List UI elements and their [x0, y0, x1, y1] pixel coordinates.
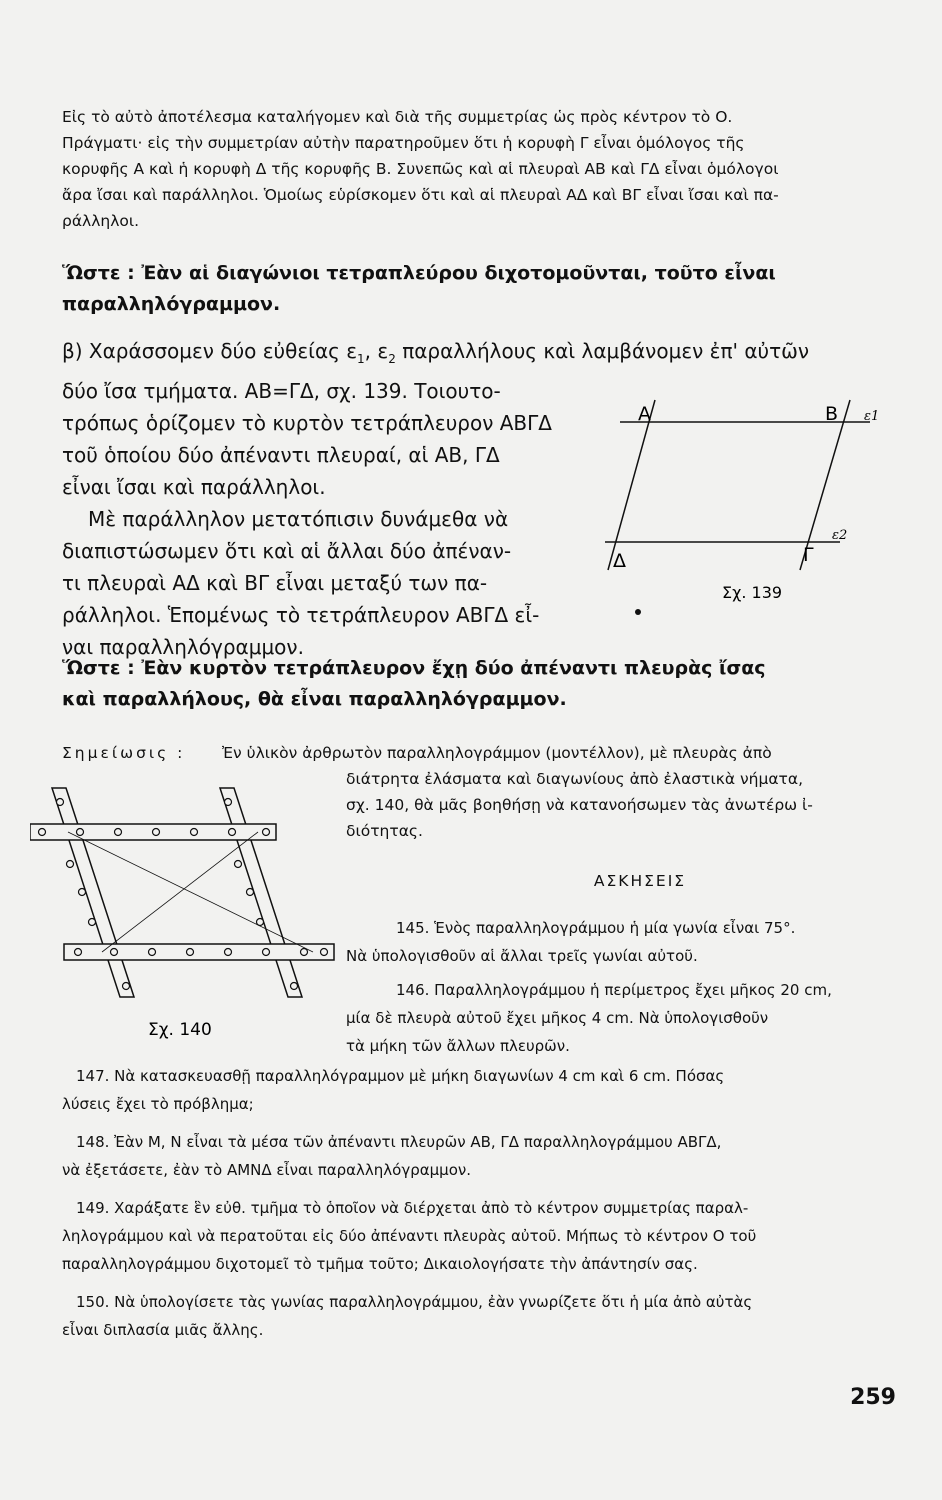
- exercise-148-line-2: νὰ ἐξετάσετε, ἐὰν τὸ ΑΜΝΔ εἶναι παραλληλόγραμμον.: [62, 1161, 472, 1179]
- exercise-145-line-1: 145. Ἑνὸς παραλληλογράμμου ἡ μία γωνία εἶναι 75°.: [396, 919, 796, 937]
- intro-line-3: κορυφῆς Α καὶ ἡ κορυφὴ Δ τῆς κορυφῆς Β. Συνεπῶς καὶ αἱ πλευραὶ ΑΒ καὶ ΓΔ εἶναι ὁμόλογοι: [62, 160, 779, 178]
- strip-right: [220, 788, 302, 997]
- figure-140: [30, 780, 350, 1050]
- exercises-147-150: [62, 1062, 892, 1344]
- strip-bottom: [64, 944, 334, 960]
- exercise-149-line-2: ληλογράμμου καὶ νὰ περατοῦται εἰς δύο ἀπέναντι πλευρὰς αὐτοῦ. Μήπως τὸ κέντρον Ο τοῦ: [62, 1227, 757, 1245]
- exercises-145-146: [346, 914, 896, 1060]
- note: [62, 740, 892, 766]
- exercise-150-line-2: εἶναι διπλασία μιᾶς ἄλλης.: [62, 1321, 264, 1339]
- figure-140-caption: Σχ. 140: [148, 1020, 212, 1040]
- part-b-line-3: τρόπως ὁρίζομεν τὸ κυρτὸν τετράπλευρον ΑΒΓΔ: [62, 411, 552, 435]
- exercise-146-line-2: μία δὲ πλευρὰ αὐτοῦ ἔχει μῆκος 4 cm. Νὰ ὑπολογισθοῦν: [346, 1009, 769, 1027]
- note-label: Σημείωσις :: [62, 744, 186, 762]
- intro-line-1: Εἰς τὸ αὐτὸ ἀποτέλεσμα καταλήγομεν καὶ διὰ τῆς συμμετρίας ὡς πρὸς κέντρον τὸ Ο.: [62, 108, 733, 126]
- dot-mark: [635, 609, 641, 615]
- label-B: Β: [825, 403, 839, 425]
- theorem-2-line-1: Ὥστε : Ἐὰν κυρτὸν τετράπλευρον ἔχῃ δύο ἀπέναντι πλευρὰς ἴσας: [62, 657, 766, 679]
- part-b-line-6: Μὲ παράλληλον μετατόπισιν δυνάμεθα νὰ: [88, 507, 509, 531]
- note-line-3: σχ. 140, θὰ μᾶς βοηθήσῃ νὰ κατανοήσωμεν τὰς ἀνωτέρω ἰ-: [346, 796, 813, 814]
- figure-139-drawing: [600, 395, 890, 625]
- exercise-147-line-2: λύσεις ἔχει τὸ πρόβλημα;: [62, 1095, 254, 1113]
- intro-line-2: Πράγματι· εἰς τὴν συμμετρίαν αὐτὴν παρατηροῦμεν ὅτι ἡ κορυφὴ Γ εἶναι ὁμόλογος τῆς: [62, 134, 745, 152]
- part-b-line-9: ράλληλοι. Ἑπομένως τὸ τετράπλευρον ΑΒΓΔ εἶ-: [62, 603, 540, 627]
- exercise-146-line-1: 146. Παραλληλογράμμου ἡ περίμετρος ἔχει μῆκος 20 cm,: [396, 981, 832, 999]
- part-b-line-2: δύο ἴσα τμήματα. ΑΒ=ΓΔ, σχ. 139. Τοιουτο-: [62, 379, 501, 403]
- exercise-147-line-1: 147. Νὰ κατασκευασθῇ παραλληλόγραμμον μὲ μήκη διαγωνίων 4 cm καὶ 6 cm. Πόσας: [76, 1067, 725, 1085]
- part-b-line-1: β) Χαράσσομεν δύο εὐθείας $\varepsilon_1$, $\varepsilon_2$ παραλλήλους καὶ λαμβάνομεν ἐπ' αὐτῶν: [62, 339, 810, 366]
- exercise-149-line-3: παραλληλογράμμου διχοτομεῖ τὸ τμῆμα τοῦτο; Δικαιολογήσατε τὴν ἀπάντησίν σας.: [62, 1255, 698, 1273]
- label-G: Γ: [803, 544, 814, 566]
- theorem-2: [62, 653, 892, 715]
- note-line-1: Ἐν ὑλικὸν ἀρθρωτὸν παραλληλογράμμον (μοντέλλον), μὲ πλευρὰς ἀπὸ: [222, 744, 772, 762]
- theorem-1-line-1: Ὥστε : Ἐὰν αἱ διαγώνιοι τετραπλεύρου διχοτομοῦνται, τοῦτο εἶναι: [62, 262, 776, 284]
- part-b-line-5: εἶναι ἴσαι καὶ παράλληλοι.: [62, 475, 326, 499]
- label-A: Α: [638, 403, 651, 425]
- intro-line-4: ἄρα ἴσαι καὶ παράλληλοι. Ὁμοίως εὑρίσκομεν ὅτι καὶ αἱ πλευραὶ ΑΔ καὶ ΒΓ εἶναι ἴσαι καὶ πα-: [62, 186, 779, 204]
- note-line-1-row: [62, 740, 892, 766]
- note-line-4: διότητας.: [346, 822, 423, 840]
- part-b-line-7: διαπιστώσωμεν ὅτι καὶ αἱ ἄλλαι δύο ἀπέναν-: [62, 539, 512, 563]
- exercise-148-line-1: 148. Ἐὰν Μ, Ν εἶναι τὰ μέσα τῶν ἀπέναντι πλευρῶν ΑΒ, ΓΔ παραλληλογράμμου ΑΒΓΔ,: [76, 1133, 722, 1151]
- exercise-146-line-3: τὰ μήκη τῶν ἄλλων πλευρῶν.: [346, 1037, 570, 1055]
- figure-139-caption: Σχ. 139: [722, 583, 783, 602]
- diagonal-1: [68, 832, 313, 952]
- exercise-149-line-1: 149. Χαράξατε ἓν εὐθ. τμῆμα τὸ ὁποῖον νὰ διέρχεται ἀπὸ τὸ κέντρον συμμετρίας παραλ-: [76, 1199, 749, 1217]
- page-number: 259: [850, 1385, 896, 1410]
- exercise-145-line-2: Νὰ ὑπολογισθοῦν αἱ ἄλλαι τρεῖς γωνίαι αὐτοῦ.: [346, 947, 698, 965]
- part-b-line-8: τι πλευραὶ ΑΔ καὶ ΒΓ εἶναι μεταξύ των πα-: [62, 571, 488, 595]
- intro-paragraph: [62, 104, 892, 234]
- strip-left: [52, 788, 134, 997]
- figure-140-drawing: [30, 780, 350, 1050]
- label-e1: ε1: [864, 409, 880, 424]
- exercises-heading: ΑΣΚΗΣΕΙΣ: [593, 872, 687, 890]
- label-D: Δ: [613, 550, 626, 572]
- diagonal-2: [102, 832, 258, 952]
- label-e2: ε2: [832, 528, 848, 543]
- note-continued: [346, 766, 896, 844]
- theorem-1-line-2: παραλληλόγραμμον.: [62, 293, 281, 315]
- note-line-2: διάτρητα ἐλάσματα καὶ διαγωνίους ἀπὸ ἐλαστικὰ νήματα,: [346, 770, 804, 788]
- theorem-2-line-2: καὶ παραλλήλους, θὰ εἶναι παραλληλόγραμμον.: [62, 688, 567, 710]
- side-AD: [608, 400, 655, 570]
- intro-line-5: ράλληλοι.: [62, 212, 140, 230]
- part-b-paragraph: [62, 335, 810, 663]
- exercise-150-line-1: 150. Νὰ ὑπολογίσετε τὰς γωνίας παραλληλογράμμου, ἐὰν γνωρίζετε ὅτι ἡ μία ἀπὸ αὐτὰς: [76, 1293, 753, 1311]
- theorem-1: [62, 258, 892, 320]
- part-b-line-10: ναι παραλληλόγραμμον.: [62, 635, 304, 659]
- part-b-line-4: τοῦ ὁποίου δύο ἀπέναντι πλευραί, αἱ ΑΒ, ΓΔ: [62, 443, 500, 467]
- figure-139: [600, 395, 890, 625]
